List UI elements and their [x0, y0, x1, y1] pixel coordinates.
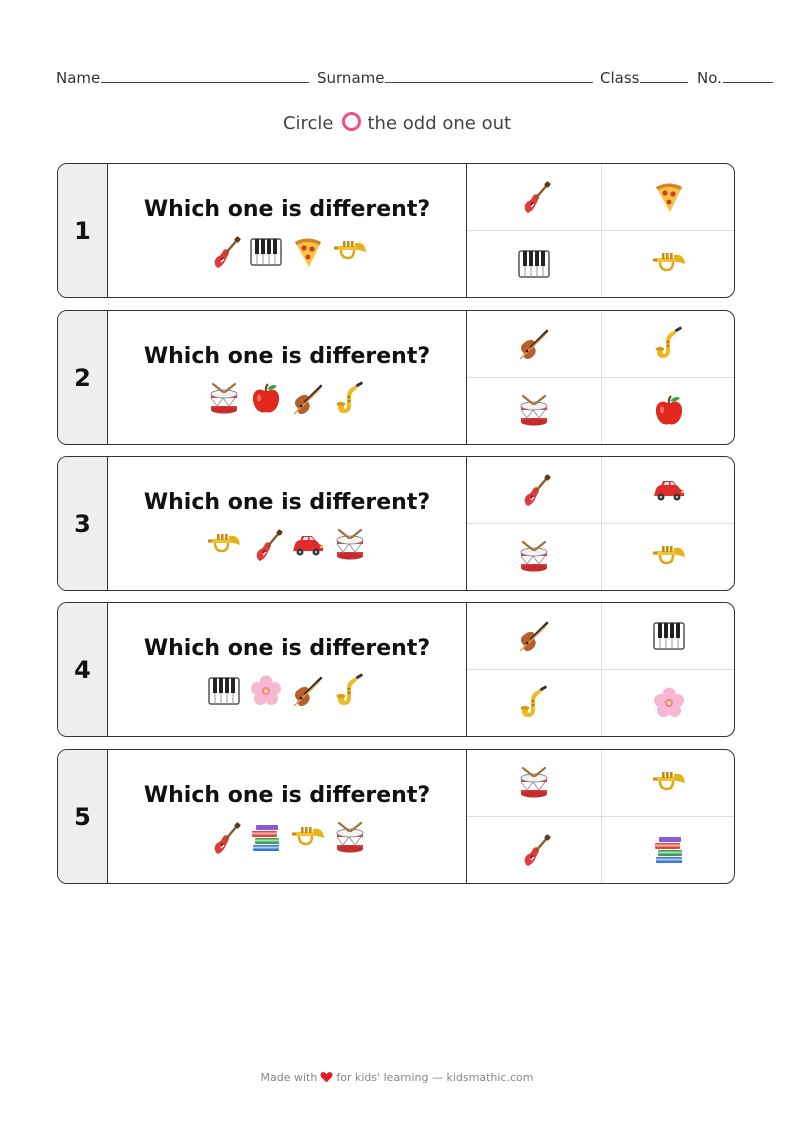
drum-icon: [332, 820, 368, 856]
answer-options: [467, 311, 735, 444]
question-prompt: Which one is different?: [143, 490, 431, 515]
item-sequence: [108, 673, 466, 709]
question-prompt: Which one is different?: [143, 344, 431, 369]
surname-field[interactable]: [317, 68, 593, 87]
instruction-after: the odd one out: [367, 113, 512, 134]
question-number: 5: [58, 750, 108, 883]
footer-before: Made with: [260, 1071, 318, 1084]
option-flower[interactable]: [602, 670, 735, 736]
question-area: [108, 750, 467, 883]
answer-options: [467, 457, 735, 590]
name-line: [101, 68, 309, 83]
answer-options: [467, 164, 735, 297]
pizza-icon: [290, 234, 326, 270]
guitar-icon: [206, 820, 242, 856]
option-guitar[interactable]: [467, 817, 602, 883]
surname-label: Surname: [317, 69, 385, 87]
option-trumpet[interactable]: [602, 524, 735, 590]
instruction-before: Circle: [282, 113, 334, 134]
question-prompt: Which one is different?: [143, 636, 431, 661]
flower-icon: [651, 685, 687, 721]
question-number: 1: [58, 164, 108, 297]
car-icon: [290, 527, 326, 563]
option-books[interactable]: [602, 817, 735, 883]
question-area: [108, 457, 467, 590]
item-sequence: [108, 527, 466, 563]
option-violin[interactable]: [467, 603, 602, 670]
option-apple[interactable]: [602, 378, 735, 444]
instruction: [0, 112, 794, 134]
flower-icon: [248, 673, 284, 709]
drum-icon: [516, 393, 552, 429]
trumpet-icon: [290, 820, 326, 856]
footer: [0, 1071, 794, 1084]
drum-icon: [206, 381, 242, 417]
saxophone-icon: [651, 326, 687, 362]
option-violin[interactable]: [467, 311, 602, 378]
piano-icon: [516, 246, 552, 282]
answer-options: [467, 750, 735, 883]
trumpet-icon: [206, 527, 242, 563]
violin-icon: [290, 673, 326, 709]
question-number: 3: [58, 457, 108, 590]
question-card-5: [57, 749, 735, 884]
option-car[interactable]: [602, 457, 735, 524]
option-piano[interactable]: [467, 231, 602, 297]
guitar-icon: [516, 179, 552, 215]
item-sequence: [108, 381, 466, 417]
question-card-2: [57, 310, 735, 445]
violin-icon: [290, 381, 326, 417]
question-card-4: [57, 602, 735, 737]
guitar-icon: [516, 832, 552, 868]
option-saxophone[interactable]: [467, 670, 602, 736]
option-guitar[interactable]: [467, 164, 602, 231]
saxophone-icon: [332, 673, 368, 709]
piano-icon: [651, 618, 687, 654]
no-line: [723, 68, 773, 83]
option-drum[interactable]: [467, 378, 602, 444]
violin-icon: [516, 618, 552, 654]
option-drum[interactable]: [467, 750, 602, 817]
no-label: No.: [697, 69, 722, 87]
trumpet-icon: [651, 246, 687, 282]
trumpet-icon: [332, 234, 368, 270]
drum-icon: [332, 527, 368, 563]
heart-icon: [320, 1071, 333, 1083]
class-line: [640, 68, 688, 83]
question-area: [108, 603, 467, 736]
surname-line: [385, 68, 593, 83]
class-field[interactable]: [600, 68, 688, 87]
question-prompt: Which one is different?: [143, 197, 431, 222]
question-area: [108, 311, 467, 444]
question-card-3: [57, 456, 735, 591]
item-sequence: [108, 234, 466, 270]
guitar-icon: [206, 234, 242, 270]
question-number: 2: [58, 311, 108, 444]
option-trumpet[interactable]: [602, 231, 735, 297]
class-label: Class: [600, 69, 640, 87]
violin-icon: [516, 326, 552, 362]
item-sequence: [108, 820, 466, 856]
trumpet-icon: [651, 765, 687, 801]
option-trumpet[interactable]: [602, 750, 735, 817]
question-prompt: Which one is different?: [143, 783, 431, 808]
circle-icon: [342, 112, 361, 131]
name-field[interactable]: [56, 68, 309, 87]
option-guitar[interactable]: [467, 457, 602, 524]
saxophone-icon: [332, 381, 368, 417]
option-saxophone[interactable]: [602, 311, 735, 378]
saxophone-icon: [516, 685, 552, 721]
answer-options: [467, 603, 735, 736]
name-label: Name: [56, 69, 101, 87]
footer-after: for kids' learning — kidsmathic.com: [336, 1071, 534, 1084]
student-info-header: [56, 68, 774, 88]
piano-icon: [206, 673, 242, 709]
apple-icon: [651, 393, 687, 429]
question-card-1: [57, 163, 735, 298]
books-icon: [248, 820, 284, 856]
books-icon: [651, 832, 687, 868]
option-piano[interactable]: [602, 603, 735, 670]
piano-icon: [248, 234, 284, 270]
pizza-icon: [651, 179, 687, 215]
apple-icon: [248, 381, 284, 417]
option-pizza[interactable]: [602, 164, 735, 231]
guitar-icon: [248, 527, 284, 563]
question-area: [108, 164, 467, 297]
trumpet-icon: [651, 539, 687, 575]
guitar-icon: [516, 472, 552, 508]
car-icon: [651, 472, 687, 508]
drum-icon: [516, 765, 552, 801]
number-field[interactable]: [697, 68, 773, 87]
drum-icon: [516, 539, 552, 575]
question-number: 4: [58, 603, 108, 736]
option-drum[interactable]: [467, 524, 602, 590]
